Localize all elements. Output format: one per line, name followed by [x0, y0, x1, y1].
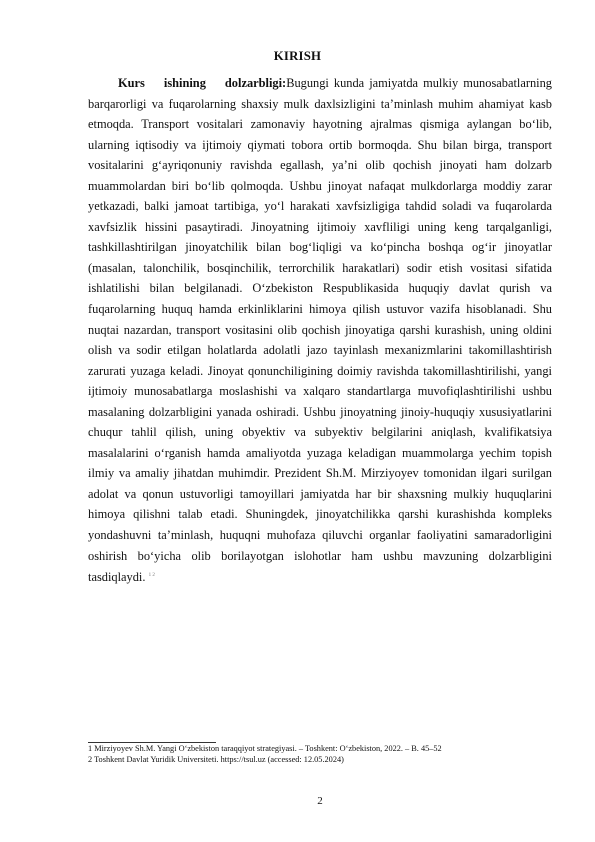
footnote-divider — [88, 742, 216, 743]
body-paragraph — [88, 73, 552, 588]
paragraph-text: Bugungi kunda jamiyatda mulkiy munosabatlarning barqarorligi va fuqarolarning shaxsiy mulk daxlsizligini ta’minlash muhim ahamiyat kasb etmoqda. Transport vositalari zamonaviy hayotning ajralmas qismiga aylangan bo‘lib, ularning iqtisodiy va ijtimoiy qiymati tobora ortib bormoqda. Shu bilan birga, transport vositalarini g‘ayriqonuniy ravishda egallash, ya’ni olib qochish jinoyati ham dolzarb muammolardan biri bo‘lib qolmoqda. Ushbu jinoyat nafaqat mulkdorlarga moddiy zarar yetkazadi, balki jamoat tartibiga, yo‘l harakati xavfsizligiga tahdid soladi va fuqarolarda xavfsizlik hissini pasaytiradi. Jinoyatning ijtimoiy xavfliligi uning keng tarqalganligi, tashkillashtirilgan jinoyatchilik bilan bog‘liqligi va ko‘pincha boshqa og‘ir jinoyatlar (masalan, talonchilik, bosqinchilik, terrorchilik harakatlari) sodir etish vositasi sifatida ishlatilishi bilan belgilanadi. O‘zbekiston Respublikasida huquqiy davlat qurish va fuqarolarning huquq hamda erkinliklarini himoya qilish ustuvor vazifa hisoblanadi. Shu nuqtai nazardan, transport vositasini olib qochish jinoyatiga qarshi kurashish, uning oldini olish va sodir etilgan holatlarda adolatli jazo tayinlash mexanizmlarini takomillashtirish zarurati yuzaga keladi. Jinoyat qonunchiligining doimiy ravishda takomillashtirilishi, yangi ijtimoiy munosabatlarga moslashishi va xalqaro standartlarga muvofiqlashtirilishi ushbu masalaning dolzarbligini yanada oshiradi. Ushbu jinoyatning jinoiy-huquqiy xususiyatlarini chuqur tahlil qilish, uning obyektiv va subyektiv belgilarini aniqlash, kvalifikatsiya masalalarini o‘rganish hamda amaliyotda yuzaga keladigan muammolarga yechim topish ilmiy va amaliy jihatdan muhimdir. Prezident Sh.M. Mirziyoyev tomonidan ilgari surilgan adolat va qonun ustuvorligi tamoyillari jamiyatda har bir shaxsning mulkiy huquqlarini himoya qilishni talab etadi. Shuningdek, jinoyatchilikka qarshi kurashishda kompleks yondashuvni ta’minlash, huquqni muhofaza qiluvchi organlar faoliyatini samaradorligini oshirish bo‘yicha olib borilayotgan islohotlar ham ushbu mavzuning dolzarbligini tasdiqlaydi. — [88, 76, 552, 585]
footnote-item: 1 Mirziyoyev Sh.M. Yangi O‘zbekiston taraqqiyot strategiyasi. – Toshkent: O‘zbekiston, 2022. – B. 45–52 — [88, 744, 442, 753]
footnote-item: 2 Toshkent Davlat Yuridik Universiteti. https://tsul.uz (accessed: 12.05.2024) — [88, 754, 344, 764]
section-heading: KIRISH — [273, 49, 322, 63]
footnote-references: 1 2 — [148, 573, 155, 579]
footnotes — [88, 744, 558, 766]
paragraph-lead: Kurs ishining dolzarbligi: — [118, 76, 287, 90]
page-number: 2 — [317, 795, 323, 807]
